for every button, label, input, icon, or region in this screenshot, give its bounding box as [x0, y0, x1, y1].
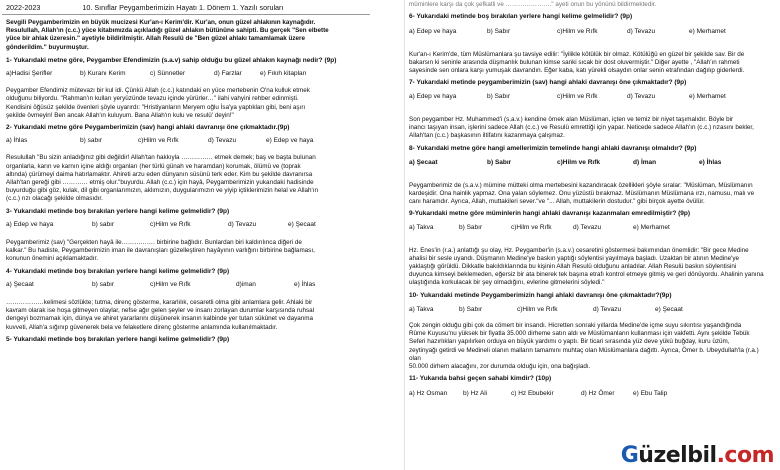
q3-option-e[interactable]: e) Şecaat [288, 220, 316, 228]
passage-7-line-2: bakarsın ki seninle arasında düşmanlık bulunan kimse sanki sıcak bir dost oluvermiştir." Diğer ayette , "Allah'ın rahmeti [409, 58, 740, 66]
q7-option-b[interactable]: b) Sabır [487, 93, 511, 101]
q9-option-c[interactable]: c)Hilm ve Rıfk [511, 224, 552, 232]
q8-option-a[interactable]: a) Şecaat [409, 159, 438, 167]
passage-10-line-2: ahalisi bir sesle uyandı. Düşmanın Medine'ye baskın yaptığı söylentisi yayılmaya başladı. Uzaktan bir atının Medine'ye [409, 254, 740, 262]
exam-page-right [404, 0, 773, 470]
q4-option-e[interactable]: e) İhlas [294, 280, 316, 288]
passage-2-line-4: şekilde övmeyin! Ben ancak Allah'ın kuluyum. Bana Allah'ın kulu ve resulü' deyin!" [6, 111, 234, 119]
question-2-options [2, 137, 370, 145]
passage-11-line-4: zeytinyağı getirdi ve Medineli olanın malların tamamını muhtaç olan Müslümanlara dağıttı. Ayrıca, Ömer b. Ubeydullah'la (r.a.) olan [409, 346, 759, 362]
q11-option-e[interactable]: e) Ebu Talip [633, 389, 668, 397]
right-top-line: müminlere karşı da çok şefkatli ve …………………." ayeti onun bu yönünü bildirmektedir. [409, 1, 657, 8]
passage-2-line-3: Kendisini öğüsüz şekilde övenleri şöyle uyarırdı: "Hristiyanların Meryem oğlu İsa'ya yaptıkları gibi, beni aşırı [6, 103, 306, 111]
q3-option-c[interactable]: c)Hilm ve Rıfk [150, 220, 191, 228]
intro-line-3: yüce bir ahlak üzeresin." ayetiyle bildirilmiştir. Allah Resulü de "Ben güzel ahlakı tamamlamak üzere [6, 35, 306, 43]
passage-11-line-1: Çok zengin olduğu gibi çok da cömert bir insandı. Hicretten sonraki yıllarda Medine'de içme suyu sıkıntısı yaşandığında [409, 322, 742, 330]
question-10: 10- Yukarıdaki metinde Peygamberimizin hangi ahlaki davranışı öne çıkmaktadır?(9p) [409, 291, 672, 299]
q6-option-c[interactable]: c)Hilm ve Rıfk [557, 28, 598, 36]
q4-option-a[interactable]: a) Şecaat [6, 280, 34, 288]
q6-option-b[interactable]: b) Sabır [487, 28, 511, 36]
passage-3-line-1: Resulullah "Bu sizin anladığınız gibi değildir! Allah'tan hakkıyla …………… etmek demek; baş ve başta bulunan [6, 154, 316, 162]
question-10-options [405, 306, 773, 314]
passage-8-line-1: Son peygamber Hz. Muhammed'i (s.a.v.) kendine örnek alan Müslüman, içten ve temiz bir niyet taşımalıdır. Böyle bir [409, 115, 734, 123]
intro-line-4: gönderildim." buyurmuştur. [6, 43, 89, 51]
passage-8-line-2: inancı taşıyan insan, işlerini sadece Allah (c.c.) ve Resulü emrettiği için yapar. Neticede sadece Allah'ın (c.c.) rızasını bekler, [409, 123, 754, 131]
q11-option-c[interactable]: c) Hz Ebubekir [511, 389, 554, 397]
q2-option-b[interactable]: b) sabır [80, 137, 103, 145]
passage-8-line-3: Allah'tan (c.c.) başkasının iltifatını kazanmaya çalışmaz. [409, 132, 565, 140]
passage-5-line-3: dengeyi bozmamak için, dünya ve ahiret yararlarını düşünerek insanın kalbinde yer tutan sükûnet ve dayanma [6, 315, 313, 323]
exam-year: 2022-2023 [6, 3, 41, 12]
passage-10-line-3: yaklaştığı görüldü. Dikkatle bakıldıklarında bu kişinin Allah Resulü olduğunu anladılar. Allah Resulü baskın söylentisini [409, 263, 737, 271]
q4-option-d[interactable]: d)iman [236, 280, 256, 288]
passage-10-line-5: ulaştığında korkulacak bir şey olmadığını, evlerine gitmelerini söyledi." [409, 279, 605, 287]
q1-option-e[interactable]: e) Fıkıh kitapları [260, 70, 307, 78]
question-9: 9-Yukarıdaki metne göre müminlerin hangi ahlaki davranışı kazanmaları emredilmiştir? (9p) [409, 210, 691, 218]
q4-option-b[interactable]: b) sabır [92, 280, 115, 288]
passage-3-line-4: Allah'tan gereği gibi ………… etmiş olur."buyurdu. Allah (c.c.) için hayâ, Peygamberimizin yukarıdaki hadisinde [6, 179, 314, 187]
q2-option-e[interactable]: e) Edep ve haya [266, 137, 314, 145]
q8-option-e[interactable]: e) İhlas [699, 159, 722, 167]
passage-11-line-3: Seferi hazırlıkları yapılırken orduya en büyük yardımı o yaptı. Bir ticari sırasında yüz deve yükü buğday, kuru üzüm, [409, 338, 730, 346]
q8-option-b[interactable]: b) Sabır [487, 159, 512, 167]
q1-option-c[interactable]: c) Sünnetler [150, 70, 186, 78]
question-1-options [2, 70, 370, 78]
question-4-options [2, 281, 370, 289]
q10-option-e[interactable]: e) Şecaat [655, 305, 683, 313]
exam-page-left [2, 0, 370, 470]
q4-option-c[interactable]: c)Hilm ve Rıfk [150, 280, 191, 288]
q7-option-d[interactable]: d) Tevazu [627, 93, 656, 101]
question-2: 2- Yukarıdaki metne göre Peygamberimizin (sav) hangi ahlaki davranışı öne çıkmaktadır.(9p) [6, 124, 290, 132]
exam-title: 10. Sınıflar Peygamberimizin Hayatı 1. Dönem 1. Yazılı soruları [82, 3, 284, 12]
q10-option-c[interactable]: c)Hilm ve Rıfk [517, 305, 558, 313]
exam-header [2, 0, 370, 15]
passage-5-line-4: kuvveti, Allah'a sığınıp güvenerek bela ve felaketlere direnç gösterme anlamında kullanılmaktadır. [6, 323, 278, 331]
q9-option-b[interactable]: b) Sabır [459, 224, 483, 232]
q3-option-b[interactable]: b) sabır [92, 220, 115, 228]
q6-option-e[interactable]: e) Merhamet [689, 28, 726, 36]
q1-option-a[interactable]: a)Hadisi Şerifler [6, 70, 53, 78]
question-9-options [405, 224, 773, 232]
passage-7-line-3: sayesinde sen onlara karşı yumuşak davrandın. Eğer kaba, katı yürekli olsaydın onlar senin etrafından dağılıp giderlerdi. [409, 67, 745, 75]
q2-option-d[interactable]: d) Tevazu [208, 137, 237, 145]
passage-4-line-1: Peygamberimiz (sav) "Gerçekten hayâ ile……………. birbirine bağlıdır. Bunlardan biri kaldırılınca diğeri de [6, 239, 302, 247]
question-4: 4- Yukarıdaki metinde boş bırakılan yerlere hangi kelime gelmelidir? (9p) [6, 267, 230, 275]
question-7: 7- Yukarıdaki metinde peygamberimizin (sav) hangi ahlaki davranışı öne çıkmaktadır? (9p) [409, 79, 687, 87]
q10-option-d[interactable]: d) Tevazu [593, 305, 622, 313]
passage-4-line-3: konunun önemini açıklamaktadır. [6, 255, 99, 263]
passage-10-line-4: duyunca kimseyi beklemeden, eğersiz bir ata binerek tek başına etrafı kontrol etmeye gitmiş ve geri dönüyordu. Ahalinin yanına [409, 271, 764, 279]
question-6-options [405, 28, 773, 36]
q9-option-d[interactable]: d) Tevazu [573, 224, 602, 232]
q6-option-d[interactable]: d) Tevazu [627, 28, 656, 36]
q8-option-c[interactable]: c)Hilm ve Rıfk [557, 159, 600, 167]
question-3-options [2, 221, 370, 229]
passage-9-line-2: kardeşidir. Ona hainlik yapmaz. Ona yalan söylemez. Onu yüzüstü bırakmaz. Müslümanın Müslümana ırzı, namusu, malı ve [409, 189, 755, 197]
q10-option-b[interactable]: b) Sabır [459, 305, 483, 313]
q3-option-a[interactable]: a) Edep ve haya [6, 220, 54, 228]
q11-option-a[interactable]: a) Hz Osman [409, 389, 448, 397]
question-6: 6- Yukarıdaki metinde boş bırakılan yerlere hangi kelime gelmelidir? (9p) [409, 13, 633, 21]
question-1: 1- Yukarıdaki metne göre, Peygamber Efendimizin (s.a.v) sahip olduğu bu güzel ahlakın kaynağı nedir? (9p) [6, 56, 337, 64]
q10-option-a[interactable]: a) Takva [409, 305, 434, 313]
q9-option-a[interactable]: a) Takva [409, 224, 434, 232]
q7-option-e[interactable]: e) Merhamet [689, 93, 726, 101]
passage-3-line-6: (c.c.) rızı olacağı şekilde olmasıdır. [6, 195, 103, 203]
passage-3-line-2: organlarla, karın ve karnın içine aldığı organları (her türlü günah ve haramdan) korumak, ölümü ve (toprak [6, 162, 301, 170]
q6-option-a[interactable]: a) Edep ve haya [409, 28, 457, 36]
passage-2-line-1: Peygamber Efendimiz mütevazı bir kul idi. Çünkü Allah (c.c.) katındaki en yüce mertebenin O'na kulluk etmek [6, 87, 310, 95]
q2-option-a[interactable]: a) İhlas [6, 137, 28, 145]
question-8: 8- Yukarıdaki metne göre hangi amellerimizin temelinde hangi ahlaki davranışı olmalıdır? (9p) [409, 145, 697, 153]
question-11: 11- Yukarıda bahsi geçen sahabi kimdir? (10p) [409, 375, 552, 383]
passage-2-line-2: olduğunu biliyordu. "Rahman'ın kulları yeryüzünde tevazu içinde yürürler…" ilahi vahyini rehber edinmişti. [6, 95, 299, 103]
question-3: 3- Yukarıdaki metinde boş bırakılan yerlere hangi kelime gelmelidir? (9p) [6, 207, 230, 215]
q8-option-d[interactable]: d) İman [633, 159, 657, 167]
intro-line-1: Sevgili Peygamberimizin en büyük mucizesi Kur'an-ı Kerim'dir. Kur'an, onun güzel ahlakının kaynağıdır. [6, 19, 316, 26]
passage-5-line-1: ………………kelimesi sözlükte; tutma, direnç gösterme, kararlılık, cesaretli olma gibi anlamlara gelir. Ahlaki bir [6, 299, 313, 307]
intro-line-2: Resulullah, Allah'ın (c.c.) yüce kitabımızda açıkladığı güzel ahlakın bütününe sahipti. Bu gerçek "Sen elbette [6, 27, 329, 35]
question-11-options [405, 390, 773, 398]
passage-3-line-3: altında) çürümeyi daima hatırlamaktır. Ahireti arzu eden dünyanın süsünü terk eder. Kim bu şekilde davranırsa [6, 170, 313, 178]
question-7-options [405, 93, 773, 101]
passage-4-line-2: kalkar." Bu hadiste, Peygamberimizin iman ile davranışları güzelleştiren hayâyının varlığını birbirine bağlaması, [6, 247, 315, 255]
q2-option-c[interactable]: c)Hilm ve Rıfk [138, 137, 179, 145]
passage-9-line-3: canı haramdır. Ayrıca, Allah, muttakileri sever."ve "... Allah, muttakilerin dostudur." gibi birçok ayette övülür. [409, 198, 705, 206]
passage-11-line-2: Rûme Kuyusu'nu yüksek bir fiyatla 35.000 dirheme satın aldı ve Müslümanların kullanması için vakfetti. Aynı şekilde Tebük [409, 330, 750, 338]
q1-option-b[interactable]: b) Kuranı Kerim [80, 70, 126, 78]
passage-10-line-1: Hz. Enes'in (r.a.) anlattığı şu olay, Hz. Peygamber'in (s.a.v.) cesaretini göstermesi bakımından önemlidir: "Bir gece Medine [409, 246, 749, 254]
q9-option-e[interactable]: e) Merhamet [633, 224, 670, 232]
passage-7-line-1: Kur'an-ı Kerim'de, tüm Müslümanlara şu tavsiye edilir: "İyilikle kötülük bir olmaz. Kötülüğü en güzel bir şekilde sav. Bir de [409, 50, 745, 58]
passage-9-line-1: Peygamberimiz de (s.a.v.) mümine mütteki olma mertebesini kazandıracak özellikleri şöyle sıralar: "Müslüman, Müslümanın [409, 181, 753, 189]
q1-option-d[interactable]: d) Farzlar [214, 70, 242, 78]
q7-option-c[interactable]: c)Hilm ve Rıfk [557, 93, 598, 101]
passage-11-line-5: 50.000 dirhem alacağını, zor durumda olduğu için, ona bağışladı. [409, 363, 591, 371]
q11-option-b[interactable]: b) Hz Ali [463, 389, 488, 397]
passage-5-line-2: kavram olarak ise hoşa gitmeyen olaylar, nefse ağır gelen şeyler ve insanı zorlayan durumlar karşısında ruhsal [6, 307, 314, 315]
q3-option-d[interactable]: d) Tevazu [228, 220, 257, 228]
question-5: 5- Yukarıdaki metinde boş bırakılan yerlere hangi kelime gelmelidir? (9p) [6, 335, 230, 343]
q11-option-d[interactable]: d) Hz Ömer [581, 389, 615, 397]
question-8-options [405, 159, 773, 167]
q7-option-a[interactable]: a) Edep ve haya [409, 93, 457, 101]
passage-3-line-5: buyurduğu gibi göz, kulak, dil gibi organlarımızın, aklımızın, duygularımızın ve yiyip içtiklerimizin helal ve Allah'ın [6, 187, 318, 195]
guzelbil-logo[interactable]: Güzelbil.com [620, 443, 774, 468]
